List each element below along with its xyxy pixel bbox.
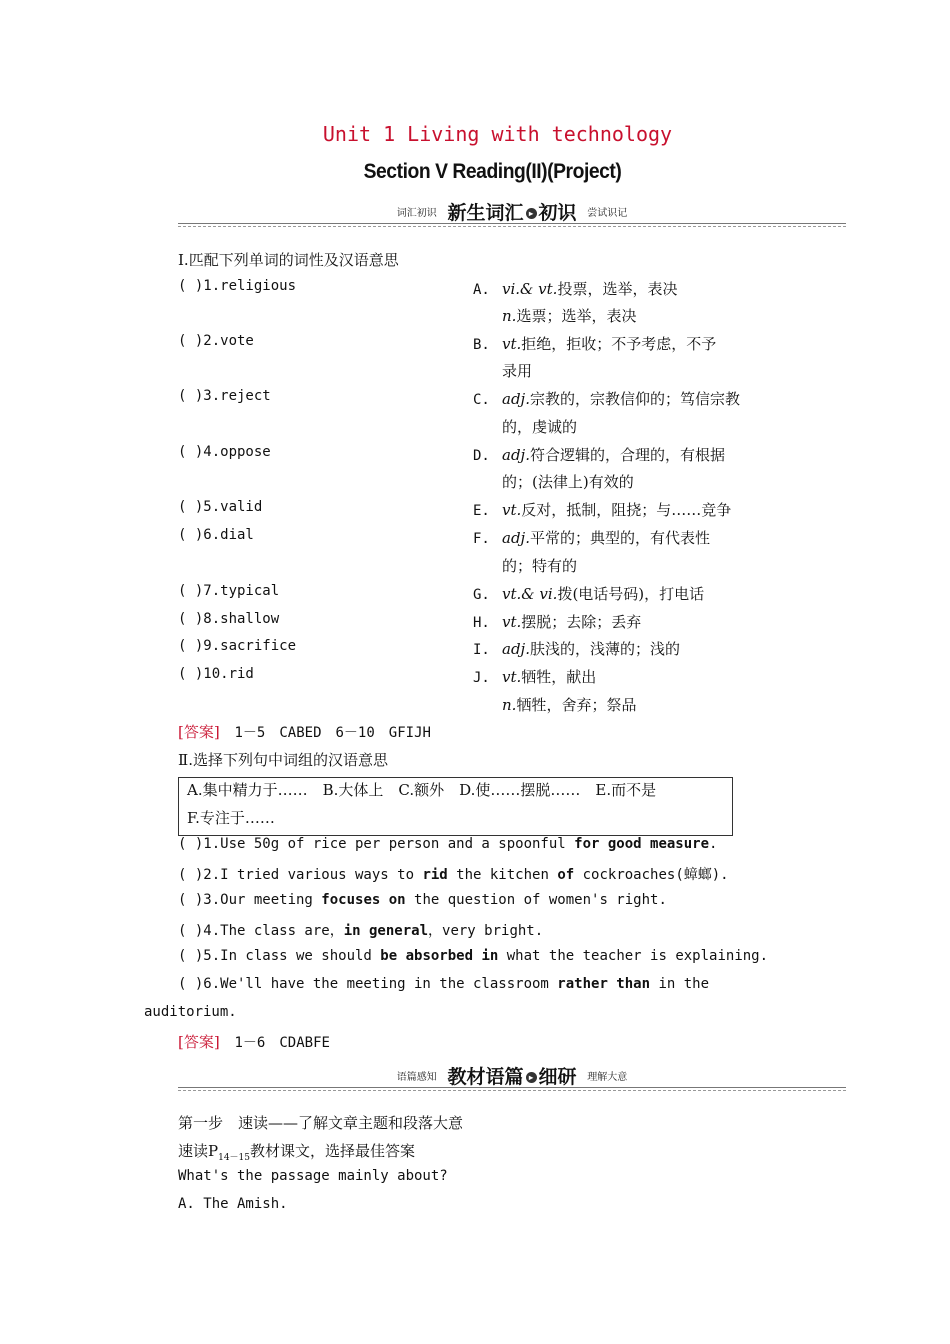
banner-right-label: 尝试识记	[587, 208, 628, 219]
part-of-speech: adj.	[502, 640, 530, 658]
word-item: ( )3.reject	[178, 388, 271, 404]
banner-left-label: 语篇感知	[396, 1072, 437, 1083]
word-item: ( )4.oppose	[178, 444, 271, 460]
meaning-item: n.选票；选举，表决	[502, 307, 637, 325]
part-of-speech: adj.	[502, 446, 530, 464]
meaning-item: 的；特有的	[502, 557, 578, 575]
banner-main-label: 新生词汇 ▸ 初识	[447, 203, 577, 224]
step-heading: 第一步 速读——了解文章主题和段落大意	[178, 1114, 464, 1132]
part-of-speech: n.	[502, 696, 517, 714]
word-item: ( )5.valid	[178, 499, 263, 515]
question-text: What's the passage mainly about?	[178, 1168, 448, 1184]
reading-instruction: 速读$P_{14-15}$教材课文，选择最佳答案	[178, 1142, 416, 1163]
meaning-item: 的；(法律上)有效的	[502, 473, 634, 491]
sentence-item: ( )6.We'll have the meeting in the classroom rather than in the	[178, 976, 710, 992]
word-item: ( )8.shallow	[178, 611, 280, 627]
banner-left-label: 词汇初识	[396, 208, 437, 219]
section-title: Section V Reading(II)(Project)	[363, 160, 622, 183]
part1-heading: Ⅰ.匹配下列单词的词性及汉语意思	[178, 251, 399, 269]
meaning-item: C. adj.宗教的，宗教信仰的；笃信宗教	[473, 390, 740, 408]
banner-main-label: 教材语篇 ▸ 细研	[447, 1067, 577, 1088]
sentence-item: ( )3.Our meeting focuses on the question of women's right.	[178, 892, 667, 908]
word-item: ( )10.rid	[178, 666, 254, 682]
meaning-item: E. vt.反对，抵制，阻挠；与……竞争	[473, 501, 732, 519]
part2-answer	[178, 1031, 330, 1052]
word-item: ( )1.religious	[178, 278, 297, 294]
banner-right-label: 理解大意	[587, 1072, 628, 1083]
part-of-speech: vi.& vt.	[502, 280, 558, 298]
part-of-speech: adj.	[502, 529, 530, 547]
sentence-item: ( )5.In class we should be absorbed in what the teacher is explaining.	[178, 948, 769, 964]
part-of-speech: vt.	[502, 335, 522, 353]
sentence-item: ( )4.The class are，in general，very bright.	[178, 923, 544, 939]
sentence-continuation: auditorium.	[144, 1004, 237, 1020]
sentence-item: ( )2.I tried various ways to rid the kitchen of cockroaches(蟑螂).	[178, 867, 729, 883]
part2-heading: Ⅱ.选择下列句中词组的汉语意思	[178, 751, 388, 769]
meaning-item: F. adj.平常的；典型的，有代表性	[473, 529, 710, 547]
meaning-item: 的，虔诚的	[502, 418, 578, 436]
arrow-icon: ▸	[526, 208, 537, 219]
word-item: ( )6.dial	[178, 527, 254, 543]
part-of-speech: n.	[502, 307, 517, 325]
option-a: A. The Amish.	[178, 1196, 288, 1212]
answer-text: 1－6 CDABFE	[234, 1035, 330, 1051]
options-line-1: A.集中精力于…… B.大体上 C.额外 D.使……摆脱…… E.而不是	[187, 781, 657, 799]
answer-text: 1－5 CABED 6－10 GFIJH	[234, 725, 431, 741]
word-item: ( )9.sacrifice	[178, 638, 297, 654]
part1-answer	[178, 721, 431, 742]
word-item: ( )2.vote	[178, 333, 254, 349]
part-of-speech: vt.& vi.	[502, 585, 558, 603]
meaning-item: H. vt.摆脱；去除；丢弃	[473, 613, 642, 631]
meaning-item: n.牺牲，舍弃；祭品	[502, 696, 637, 714]
sentence-item: ( )1.Use 50g of rice per person and a spoonful for good measure.	[178, 836, 718, 852]
vocab-banner	[178, 198, 846, 228]
meaning-item: A. vi.& vt.投票，选举，表决	[473, 280, 678, 298]
meaning-item: D. adj.符合逻辑的，合理的，有根据	[473, 446, 725, 464]
options-line-2: F.专注于……	[187, 809, 275, 827]
meaning-item: I. adj.肤浅的，浅薄的；浅的	[473, 640, 680, 658]
meaning-item: 录用	[502, 362, 533, 380]
phrase-options-box	[178, 777, 733, 836]
answer-label: [答案]	[178, 1033, 220, 1051]
passage-banner	[178, 1062, 846, 1092]
unit-title: Unit 1 Living with technology	[322, 122, 673, 146]
meaning-item: G. vt.& vi.拨(电话号码)，打电话	[473, 585, 705, 603]
word-item: ( )7.typical	[178, 583, 280, 599]
part-of-speech: adj.	[502, 390, 530, 408]
part-of-speech: vt.	[502, 613, 522, 631]
arrow-icon: ▸	[526, 1072, 537, 1083]
meaning-item: B. vt.拒绝，拒收；不予考虑，不予	[473, 335, 717, 353]
answer-label: [答案]	[178, 723, 220, 741]
part-of-speech: vt.	[502, 668, 522, 686]
part-of-speech: vt.	[502, 501, 522, 519]
meaning-item: J. vt.牺牲，献出	[473, 668, 597, 686]
